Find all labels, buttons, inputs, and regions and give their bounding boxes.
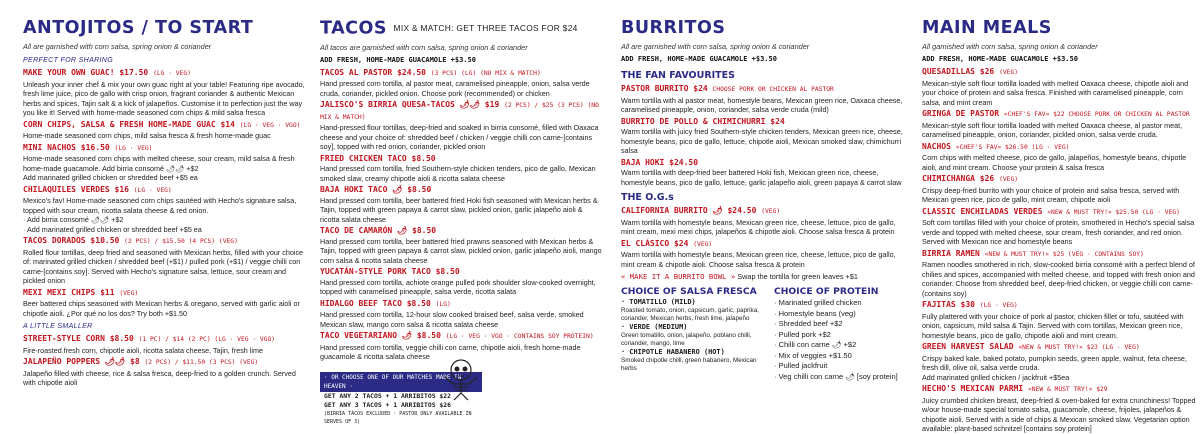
menu-item-title: TACO VEGETARIANO 🌶 $8.50 xyxy=(320,331,441,340)
protein-option: · Pulled jackfruit xyxy=(774,361,828,370)
menu-item-name xyxy=(922,342,1197,354)
menu-item-description: Hand pressed corn tortilla, beer battered fried prawns seasoned with Mexican herbs & Tajin, topped with green papaya & carrot slaw, pickled onion, garlic jalapeño aioli, mango corn salsa & ricotta salata cheese xyxy=(320,236,602,265)
menu-item-name xyxy=(922,384,1197,396)
antojitos-note: All are garnished with corn salsa, spring onion & coriander xyxy=(23,42,212,51)
menu-item-tag: (LG · VEG) xyxy=(153,70,191,77)
menu-item xyxy=(320,226,603,265)
menu-item-name xyxy=(23,68,305,80)
menu-item xyxy=(320,185,603,224)
menu-item-description: Warm tortilla with homestyle beans, Mexican green rice, cheese, lettuce, pico de gallo, mint cream, mexi mexi chips, jalapeños & chipotle aioli. Choose salsa fresca & protein xyxy=(621,217,896,236)
menu-item-title: FAJITAS $30 xyxy=(922,300,975,309)
menu-item-title: BAJA HOKI $24.50 xyxy=(621,157,699,167)
menu-item-title: CHIMICHANGA $26 xyxy=(922,174,995,183)
menu-item-description: Home-made seasoned corn chips, mild salsa fresca & fresh home-made guac xyxy=(23,131,271,140)
menu-item-name xyxy=(922,142,1197,154)
salsa-description: Roasted tomato, onion, capsicum, garlic, paprika, coriander, Mexican herbs, fresh lime, jalapeño xyxy=(621,307,759,322)
menu-item-title: BAJA HOKI TACO 🌶 $8.50 xyxy=(320,185,432,194)
menu-item-name xyxy=(922,67,1197,79)
menu-item-tag: «CHEF'S FAV» $26.50 (LG · VEG) xyxy=(955,143,1070,151)
menu-item-tag: (LG · VEG) xyxy=(979,302,1018,309)
menu-item-name xyxy=(320,299,603,311)
menu-item-description: Beer battered chips seasoned with Mexican herbs & oregano, served with garlic aioli or chipotle aioli. ¿Por qué no los dos? Try both +$1.50 xyxy=(23,299,300,318)
menu-item xyxy=(23,120,305,141)
menu-item-tag: «NEW & MUST TRY!» $25 (VEG · CONTAINS SOY) xyxy=(984,250,1144,258)
protein-option: · Mix of veggies +$1.50 xyxy=(774,350,852,360)
menu-item-name xyxy=(23,334,305,346)
menu-item-description: Mexican-style soft flour tortilla loaded with melted Oaxaca cheese, al pastor meat, caramelised pineapple, onion, coriander, pickled onion, salsa verde cruda. xyxy=(922,120,1183,139)
menu-item xyxy=(621,84,903,115)
protein-choice xyxy=(774,286,902,382)
protein-option: · Shredded beef +$2 xyxy=(774,319,843,328)
menu-item xyxy=(922,249,1197,299)
menu-item-description: Crispy baked kale, baked potato, pumpkin seeds, green apple, walnut, feta cheese, fresh dill, olive oil, salsa verde cruda. Add marinated grilled chicken / jackfruit +$5ea xyxy=(922,353,1187,382)
tacos-note: All tacos are garnished with corn salsa, spring onion & coriander xyxy=(320,42,528,52)
menu-item xyxy=(23,288,305,319)
menu-item-name xyxy=(621,117,903,128)
taco-deal-note: (BIRRIA TACOS EXCLUDED · PASTOR ONLY AVAILABLE IN SERVES OF 3) xyxy=(324,410,472,425)
menu-item-title: HIDALGO BEEF TACO $8.50 xyxy=(320,298,431,308)
menu-item xyxy=(922,342,1197,382)
skull-mascot-icon xyxy=(441,357,481,401)
burritos-title: BURRITOS xyxy=(621,18,726,38)
salsa-name: · TOMATILLO (MILD) xyxy=(621,298,696,306)
taco-deal-line-2: GET ANY 3 TACOS + 1 ARRIBITOS $26 xyxy=(324,400,451,409)
salsa-option xyxy=(621,348,766,373)
menu-item xyxy=(320,68,603,99)
menu-item xyxy=(23,357,305,388)
menu-item-description: Home-made seasoned corn chips with melted cheese, sour cream, mild salsa & fresh home-made guacamole. Add birria consomé 🌶🌶 +$2 Add marinated grilled chicken or shredded beef +$5 ea xyxy=(23,154,295,182)
menu-item xyxy=(922,142,1197,173)
antojitos-title: ANTOJITOS / TO START xyxy=(23,18,254,38)
tacos-guac-addon: ADD FRESH, HOME-MADE GUACAMOLE +$3.50 xyxy=(320,55,476,64)
menu-item-tag: (1 PC) / $14 (2 PC) (LG · VEG · VGO) xyxy=(138,336,276,343)
menu-item-tag: CHOOSE PORK OR CHICKEN AL PASTOR xyxy=(712,86,834,93)
menu-item-title: CHILAQUILES VERDES $16 xyxy=(23,184,129,194)
menu-item-name xyxy=(320,226,603,237)
menu-item xyxy=(922,300,1197,340)
menu-item-title: JALAPEÑO POPPERS 🌶🌶 $8 xyxy=(23,357,140,366)
menu-item-tag: «NEW & MUST TRY!» $29 xyxy=(1027,386,1108,393)
menu-item xyxy=(922,207,1197,247)
menu-item-title: BIRRIA RAMEN xyxy=(922,248,980,258)
menu-item-description: Hand pressed corn tortilla, al pastor meat, caramelised pineapple, onion, salsa verde cruda, coriander, pickled onion. Choose pork (recommended) or chicken xyxy=(320,79,590,98)
menu-item-tag: (2 PCS) / $15.50 (4 PCS) (VEG) xyxy=(124,238,238,245)
menu-item-name xyxy=(621,84,903,96)
main-meals-note: All garnished with corn salsa, spring onion & coriander xyxy=(922,42,1098,51)
choice-blocks xyxy=(621,286,903,382)
menu-item-tag: (2 PCS) / $11.50 (3 PCS) (VEG) xyxy=(144,359,259,366)
antojitos-items xyxy=(23,68,305,318)
menu-item-name xyxy=(23,143,305,155)
protein-title: CHOICE OF PROTEIN xyxy=(774,286,879,297)
menu-item-tag: «NEW & MUST TRY!» $23 (LG · VEG) xyxy=(1018,344,1140,351)
tacos-subtitle: MIX & MATCH: GET THREE TACOS FOR $24 xyxy=(393,23,578,33)
menu-item-title: GREEN HARVEST SALAD xyxy=(922,342,1014,351)
menu-item-description: Juicy crumbed chicken breast, deep-fried & oven-baked for extra crunchiness! Topped w/our house-made special tomato salsa, guacamole, cheese, frijoles, jalapeños & chipotle aioli. Served with a side of chips & Mexican smoked slaw. Vegetarian option available: plant-based schnitzel [contains soy protein] xyxy=(922,395,1196,433)
menu-item-tag: (VEG) xyxy=(999,69,1019,76)
menu-item-name xyxy=(320,267,603,278)
antojitos-items-smaller xyxy=(23,334,305,388)
menu-item-name xyxy=(922,249,1197,261)
menu-item-description: Ramen noodles smothered in rich, slow-cooked birria consomé with a perfect blend of chilies and spices, accompanied with melted cheese, and topped with fresh onion and coriander. Choose from shredded beef, deep-fried chicken, or veggie chilli con carne-(contains soy) xyxy=(922,260,1195,298)
smaller-label: A LITTLE SMALLER xyxy=(23,322,93,330)
antojitos-section xyxy=(23,18,305,388)
menu-item-name xyxy=(320,100,603,123)
menu-item xyxy=(922,67,1197,107)
menu-item-title: FRIED CHICKEN TACO $8.50 xyxy=(320,153,436,163)
menu-item-tag: (LG · VEG · VGO) xyxy=(239,121,301,129)
menu-item-name xyxy=(23,120,305,132)
main-guac-addon: ADD FRESH, HOME-MADE GUACAMOLE +$3.50 xyxy=(922,55,1078,63)
menu-item-tag: «NEW & MUST TRY!» $25.50 (LG · VEG) xyxy=(1047,208,1180,216)
protein-option: · Chilli con carne 🌶 +$2 xyxy=(774,340,857,349)
menu-item-name xyxy=(922,300,1197,312)
menu-item-title: MINI NACHOS $16.50 xyxy=(23,142,110,152)
menu-item-description: Hand pressed corn tortilla, beer battered fried Hoki fish seasoned with Mexican herbs & Tajin, topped with green papaya & carrot slaw, pickled onion, garlic jalapeño aioli & ricotta salata cheese xyxy=(320,195,598,224)
salsa-option xyxy=(621,298,766,323)
menu-item-name xyxy=(922,109,1197,121)
menu-item xyxy=(922,109,1197,140)
tacos-title xyxy=(320,18,603,40)
protein-list xyxy=(774,298,902,382)
menu-item-description: Rolled flour tortillas, deep fried and seasoned with Mexican herbs, filled with your choice of: marinated grilled chicken / shredded beef (+$1) / pulled pork (+$1) / veggie chilli con carne-[contains soy]. Served with Hecho's signature salsa, lettuce, sour cream and pickled onion xyxy=(23,247,304,285)
menu-item-title: BURRITO DE POLLO & CHIMICHURRI $24 xyxy=(621,116,785,126)
menu-item-description: Warm tortilla with juicy fried Southern-style chicken tenders, Mexican green rice, cheese, homestyle beans, pico de gallo, lettuce, chipotle aioli, Mexican smoked slaw, chimichurri salsa xyxy=(621,127,903,155)
salsa-choice xyxy=(621,286,766,382)
menu-item-title: JALISCO'S BIRRIA QUESA-TACOS 🌶🌶 $19 xyxy=(320,100,500,109)
menu-item-title: EL CLÁSICO $24 xyxy=(621,238,689,248)
menu-item-description: Warm tortilla with al pastor meat, homestyle beans, Mexican green rice, Oaxaca cheese, caramelised pineapple, onion, coriander, salsa verde cruda (mild) xyxy=(621,95,903,114)
burritos-og-items xyxy=(621,206,903,269)
menu-item-tag: (3 PCS) (LG) (NO MIX & MATCH) xyxy=(430,69,541,77)
burritos-guac-addon: ADD FRESH, HOME-MADE GUACAMOLE +$3.50 xyxy=(621,55,777,63)
og-heading: THE O.G.s xyxy=(621,192,674,203)
menu-item-title: CLASSIC ENCHILADAS VERDES xyxy=(922,206,1043,216)
menu-item-name xyxy=(621,158,903,169)
menu-item-description: Hand pressed corn tortilla, 12-hour slow cooked braised beef, salsa verde, smoked Mexican slaw, mango corn salsa & ricotta salata cheese xyxy=(320,310,584,329)
menu-item-description: Fire-roasted fresh corn, chipotle aioli, ricotta salata cheese, Tajin, fresh lime xyxy=(23,345,263,355)
main-meals-items xyxy=(922,67,1197,434)
taco-deal-header: · OR CHOOSE ONE OF OUR MATCHES MADE IN HEAVEN · xyxy=(320,372,482,392)
menu-item-name xyxy=(320,68,603,80)
menu-item-description: Hand pressed corn tortilla, achiote orange pulled pork shoulder slow-cooked overnight, topped with caramelised pineapple, salsa verde, ricotta salata xyxy=(320,277,596,296)
menu-item-title: HECHO'S MEXICAN PARMI xyxy=(922,384,1024,393)
menu-item-tag: (2 PCS) / $25 (3 PCS) (NO MIX & MATCH) xyxy=(320,102,599,121)
menu-item-title: CALIFORNIA BURRITO 🌶 $24.50 xyxy=(621,206,757,215)
menu-item xyxy=(23,68,305,118)
menu-item-tag: (LG · VEG · VGO · CONTAINS SOY PROTEIN) xyxy=(445,333,594,340)
taco-deal-line-1: GET ANY 2 TACOS + 1 ARRIBITOS $22 xyxy=(324,391,451,400)
burritos-fan-items xyxy=(621,84,903,187)
menu-item-description: Jalapeño filled with cheese, rice & salsa fresca, deep-fried to a golden crunch. Served with chipotle aioli xyxy=(23,368,296,387)
menu-item-description: Unleash your inner chef & mix your own guac right at your table! Featuring ripe avocado, fresh lime juice, pico de gallo with crisp onion, fragrant coriander & authentic Mexican herbs and spices, Tajin salt & a kick of jalapeños. Customise it to perfection just the way you like it! Served with home-made seasoned corn chips & mild salsa fresca xyxy=(23,79,305,117)
menu-item xyxy=(320,100,603,152)
burritos-note: All are garnished with corn salsa, spring onion & coriander xyxy=(621,42,810,51)
menu-item-tag: (VEG) xyxy=(119,289,139,297)
menu-item-tag: (VEG) xyxy=(761,208,781,215)
menu-item-tag: (LG · VEG) xyxy=(114,144,153,152)
menu-item-description: Mexican-style soft flour tortilla loaded with melted Oaxaca cheese, chipotle aioli and your choice of protein and salsa fresca. Finished with caramelised pineapple, corn salsa, and mint cream xyxy=(922,78,1189,107)
protein-option: · Pulled pork +$2 xyxy=(774,329,831,339)
menu-item-title: YUCATÁN-STYLE PORK TACO $8.50 xyxy=(320,267,460,276)
menu-item-name xyxy=(621,206,903,218)
menu-item-title: TACOS AL PASTOR $24.50 xyxy=(320,67,426,77)
menu-item-name xyxy=(922,174,1197,186)
menu-item-title: STREET-STYLE CORN $8.50 xyxy=(23,334,134,343)
salsa-description: Green tomatillo, onion, jalapeño, poblano chilli, coriander, mango, lime xyxy=(621,332,752,347)
menu-item-name xyxy=(23,357,305,369)
menu-item-description: Fully plattered with your choice of pork al pastor, chicken fillet or tofu, sautéed with onion, capsicum, mild salsa & Tajin. Served with corn tortillas, Mexican green rice, homestyle beans, pico de gallo, chipotle aioli and mint cream. xyxy=(922,311,1184,340)
burritos-section xyxy=(621,18,903,382)
menu-item-description: Hand pressed corn tortilla, fried Southern-style chicken tenders, pico de gallo, Mexican smoked slaw, creamy chipotle aioli & ricotta salata cheese xyxy=(320,164,596,183)
menu-item-name xyxy=(320,185,603,196)
salsa-description: Smoked chipotle chilli, green habanero, Mexican herbs xyxy=(621,357,757,372)
menu-item xyxy=(621,239,903,270)
menu-item xyxy=(320,154,603,184)
menu-item-description: Crispy deep-fried burrito with your choice of protein and salsa fresca, served with Mexican green rice, pico de gallo, mint cream, chipotle aioli xyxy=(922,185,1180,204)
menu-item-title: PASTOR BURRITO $24 xyxy=(621,84,708,93)
salsa-name: · VERDE (MEDIUM) xyxy=(621,323,688,331)
menu-item xyxy=(320,267,603,297)
menu-item xyxy=(320,299,603,330)
menu-item-title: TACOS DORADOS $10.50 xyxy=(23,236,120,245)
menu-item-name xyxy=(922,207,1197,219)
menu-item-title: TACO DE CAMARÓN 🌶 $8.50 xyxy=(320,226,437,235)
menu-item-description: Mexico's fav! Home-made seasoned corn chips sautéed with Hecho's signature salsa, topped with sour cream, ricotta salata cheese & red onion. · Add birria consomé 🌶🌶 +$2 · Add marinated grilled chicken or shredded beef +$5 ea xyxy=(23,196,297,234)
menu-item-tag: (VEG) xyxy=(999,176,1019,183)
fan-favourites-heading: THE FAN FAVOURITES xyxy=(621,70,735,81)
main-meals-title: MAIN MEALS xyxy=(922,18,1052,38)
protein-option: · Marinated grilled chicken xyxy=(774,298,862,307)
menu-item-title: QUESADILLAS $26 xyxy=(922,67,995,76)
menu-item-tag: (VEG) xyxy=(693,240,713,248)
menu-item xyxy=(23,334,305,355)
menu-item-tag: (LG) xyxy=(435,300,451,308)
protein-option: · Homestyle beans (veg) xyxy=(774,308,856,318)
menu-item xyxy=(23,143,305,183)
tacos-items xyxy=(320,68,603,362)
menu-item-title: MEXI MEXI CHIPS $11 xyxy=(23,287,115,297)
protein-option: · Veg chilli con carne 🌶 [soy protein] xyxy=(774,371,898,381)
menu-item-description: Soft corn tortillas filled with your choice of protein, smothered in Hecho's special salsa verde and topped with melted cheese, sour cream, fresh coriander, and red onion. Served with Mexican rice and homestyle beans xyxy=(922,218,1195,246)
menu-item-description: Warm tortilla with homestyle beans, Mexican green rice, cheese, lettuce, pico de gallo, mint cream & chipotle aioli. Choose salsa fresca & protein xyxy=(621,250,896,269)
menu-item-name xyxy=(320,154,603,165)
salsa-name: · CHIPOTLE HABANERO (HOT) xyxy=(621,348,725,356)
menu-item-description: Corn chips with melted cheese, pico de gallo, jalapeños, homestyle beans, chipotle aioli, and mint cream. Choose your protein & salsa fresca xyxy=(922,153,1187,172)
menu-item-description: Warm tortilla with deep-fried beer battered Hoki fish, Mexican green rice, cheese, homestyle beans, pico de gallo, lettuce, garlic jalapeño aioli, green papaya & carrot slaw xyxy=(621,168,902,187)
menu-item-title: CORN CHIPS, SALSA & FRESH HOME-MADE GUAC $14 xyxy=(23,119,235,129)
menu-item-description: Hand-pressed flour tortillas, deep-fried and soaked in birria consomé, filled with Oaxaca cheese and your choice of: shredded beef / chicken / veggie chilli con carne-[contains soy], topped with red onion, coriander, pickled onion xyxy=(320,123,599,151)
menu-item xyxy=(621,206,903,237)
menu-item-title: MAKE YOUR OWN GUAC! $17.50 xyxy=(23,68,149,77)
menu-item xyxy=(922,174,1197,205)
salsa-title: CHOICE OF SALSA FRESCA xyxy=(621,286,757,297)
burrito-bowl-text: Swap the tortilla for green leaves +$1 xyxy=(737,272,858,281)
menu-item-name xyxy=(23,185,305,197)
burrito-bowl-option xyxy=(621,272,903,282)
menu-item xyxy=(621,158,903,188)
menu-item xyxy=(621,117,903,156)
menu-item-title: NACHOS xyxy=(922,141,951,151)
salsa-option xyxy=(621,323,766,348)
menu-item-title: GRINGA DE PASTOR xyxy=(922,109,1000,118)
burrito-bowl-name: « MAKE IT A BURRITO BOWL » xyxy=(621,272,736,281)
menu-item-name xyxy=(23,288,305,300)
menu-item xyxy=(23,236,305,286)
tacos-title-text: TACOS xyxy=(320,18,387,39)
menu-item-tag: (LG · VEG) xyxy=(133,186,172,194)
sharing-label: PERFECT FOR SHARING xyxy=(23,56,114,64)
menu-item xyxy=(922,384,1197,434)
menu-item-name xyxy=(621,239,903,251)
menu-item-name xyxy=(23,236,305,248)
menu-item-tag: «CHEF'S FAV» $22 CHOOSE PORK OR CHICKEN AL PASTOR xyxy=(1003,111,1190,118)
menu-item-name xyxy=(320,331,603,343)
menu-item-description: Hand pressed corn tortilla, veggie chilli con carne, chipotle aioli, fresh home-made guacamole & ricotta salata cheese xyxy=(320,342,581,361)
main-meals-section xyxy=(922,18,1197,434)
salsa-list xyxy=(621,298,766,373)
menu-item xyxy=(23,185,305,235)
